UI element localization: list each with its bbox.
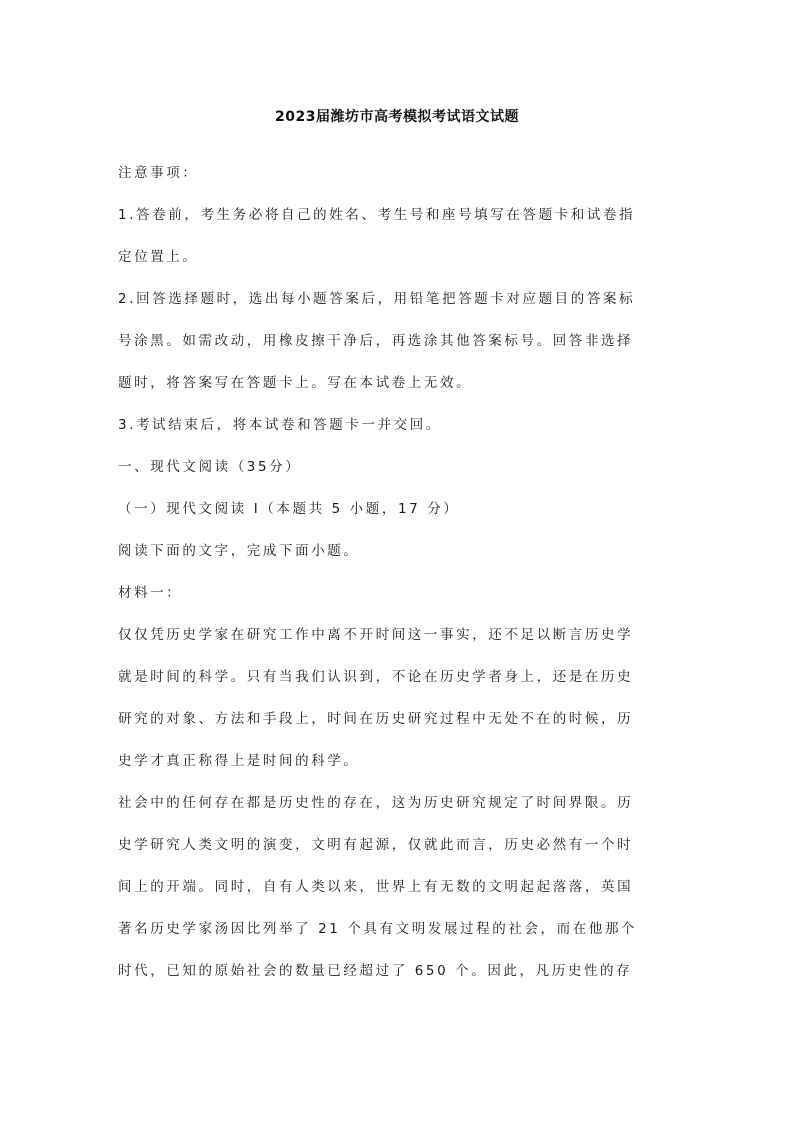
text-line: 就是时间的科学。只有当我们认识到，不论在历史学者身上，还是在历史 <box>118 669 634 685</box>
text-line: 间上的开端。同时，自有人类以来，世界上有无数的文明起起落落，英国 <box>118 879 634 895</box>
text-line: 2.回答选择题时，选出每小题答案后，用铅笔把答题卡对应题目的答案标 <box>118 291 636 307</box>
subsection-heading: （一）现代文阅读 I（本题共 5 小题，17 分） <box>118 501 460 517</box>
text-line: 著名历史学家汤因比列举了 21 个具有文明发展过程的社会，而在他那个 <box>118 921 638 937</box>
text-line: 定位置上。 <box>118 249 199 265</box>
material-label: 材料一： <box>118 585 183 601</box>
text-line: 号涂黑。如需改动，用橡皮擦干净后，再选涂其他答案标号。回答非选择 <box>118 333 634 349</box>
section-heading: 一、现代文阅读（35分） <box>118 459 302 475</box>
text-line: 史学研究人类文明的演变，文明有起源，仅就此而言，历史必然有一个时 <box>118 837 634 853</box>
text-line: 时代，已知的原始社会的数量已经超过了 650 个。因此，凡历史性的存 <box>118 963 633 979</box>
text-line: 3.考试结束后，将本试卷和答题卡一并交回。 <box>118 417 442 433</box>
text-line: 史学才真正称得上是时间的科学。 <box>118 753 360 769</box>
notice-heading: 注意事项： <box>118 165 199 181</box>
instruction-line: 阅读下面的文字，完成下面小题。 <box>118 543 360 559</box>
document-title: 2023届潍坊市高考模拟考试语文试题 <box>275 109 519 125</box>
text-line: 仅仅凭历史学家在研究工作中离不开时间这一事实，还不足以断言历史学 <box>118 627 634 643</box>
text-line: 题时，将答案写在答题卡上。写在本试卷上无效。 <box>118 375 473 391</box>
text-line: 研究的对象、方法和手段上，时间在历史研究过程中无处不在的时候，历 <box>118 711 634 727</box>
text-line: 社会中的任何存在都是历史性的存在，这为历史研究规定了时间界限。历 <box>118 795 634 811</box>
text-line: 1.答卷前，考生务必将自己的姓名、考生号和座号填写在答题卡和试卷指 <box>118 207 636 223</box>
